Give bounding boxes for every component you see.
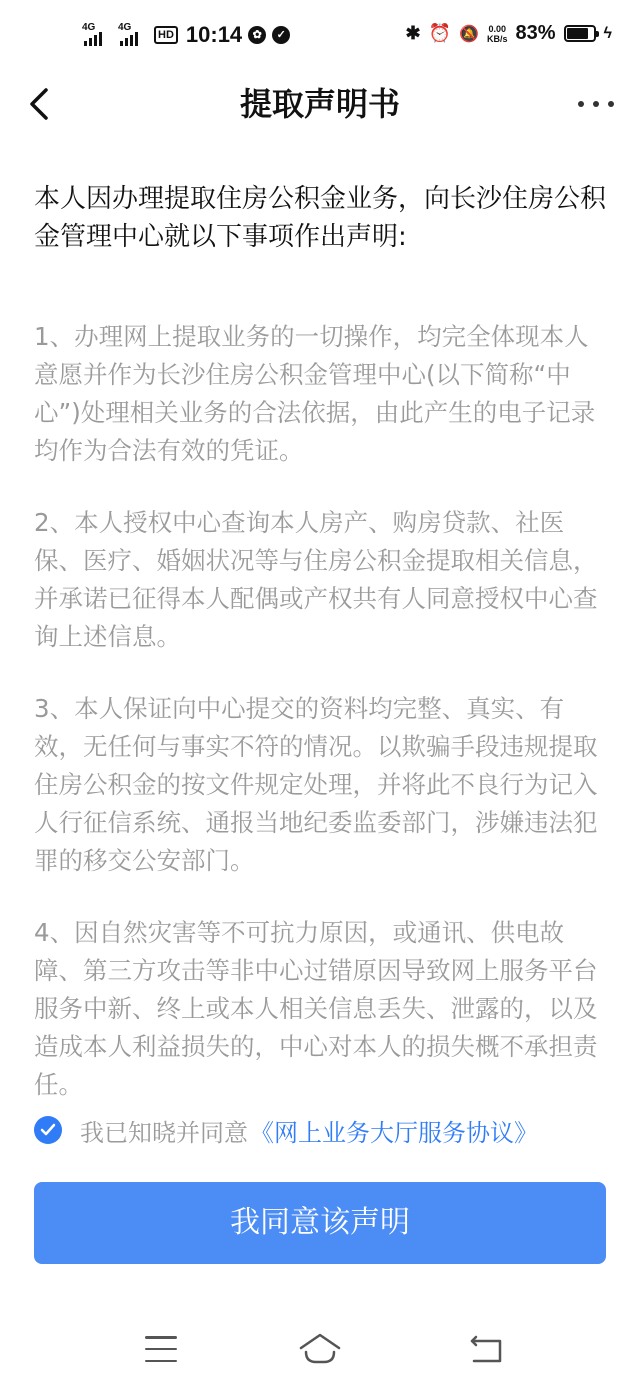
statement-intro: 本人因办理提取住房公积金业务，向长沙住房公积金管理中心就以下事项作出声明: — [34, 184, 607, 252]
service-agreement-link[interactable]: 《网上业务大厅服务协议》 — [250, 1118, 538, 1147]
statement-clause: 2、本人授权中心查询本人房产、购房贷款、社医保、医疗、婚姻状况等与住房公积金提取相关信息，并承诺已征得本人配偶或产权共有人同意授权中心查询上述信息。 — [34, 508, 598, 651]
status-time: 10:14 — [185, 22, 243, 47]
battery-percent: 83% — [515, 22, 556, 44]
statement-clause: 3、本人保证向中心提交的资料均完整、真实、有效，无任何与事实不符的情况。以欺骗手段违规提取住房公积金的按文件规定处理，并将此不良行为记入人行征信系统、通报当地纪委监委部门，涉嫌违法犯罪的移交公安部门。 — [34, 694, 598, 875]
home-icon[interactable] — [298, 1332, 342, 1366]
battery-icon — [564, 25, 596, 42]
checkbox-checked-icon[interactable] — [34, 1116, 62, 1144]
status-left — [82, 22, 290, 48]
signal-icon — [82, 24, 112, 46]
statement-clause: 1、办理网上提取业务的一切操作，均完全体现本人意愿并作为长沙住房公积金管理中心(以下简称“中心”)处理相关业务的合法依据，由此产生的电子记录均作为合法有效的凭证。 — [34, 322, 596, 465]
hd-badge: HD — [154, 26, 178, 44]
signal-icon — [118, 24, 148, 46]
statement-content — [34, 180, 610, 1099]
menu-icon[interactable] — [145, 1336, 177, 1362]
status-right — [406, 22, 612, 45]
bluetooth-icon: ✱ — [405, 23, 421, 43]
nav-bar — [0, 72, 640, 136]
charging-icon: ϟ — [603, 24, 612, 42]
network-type-1: 4G — [82, 22, 96, 33]
agreement-text: 我已知晓并同意 — [80, 1118, 248, 1147]
page-title: 提取声明书 — [239, 85, 400, 123]
statement-clause: 4、因自然灾害等不可抗力原因，或通讯、供电故障、第三方攻击等非中心过错原因导致网上服务平台服务中新、终上或本人相关信息丢失、泄露的，以及造成本人利益损失的，中心对本人的损失概不承担责任。 — [34, 918, 598, 1099]
network-type-2: 4G — [118, 22, 132, 33]
status-bar — [0, 0, 640, 70]
back-icon[interactable] — [468, 1334, 504, 1364]
mute-icon: 🔕 — [459, 25, 479, 43]
agree-statement-button[interactable]: 我同意该声明 — [34, 1182, 606, 1264]
alarm-icon: ⏰ — [428, 23, 452, 43]
network-speed: 0.00 KB/s — [486, 23, 508, 44]
system-navigation-bar — [0, 1320, 640, 1380]
wechat-icon: ✿ — [248, 26, 266, 44]
agreement-row — [34, 1112, 538, 1148]
more-horizontal-icon[interactable] — [578, 84, 614, 124]
app-notification-icon: ✓ — [272, 26, 290, 44]
